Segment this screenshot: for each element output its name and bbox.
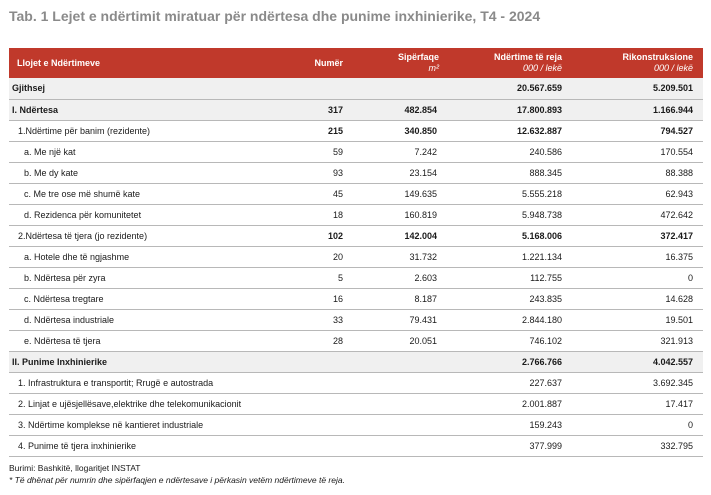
row-area: 2.603 bbox=[355, 267, 449, 288]
row-label: d. Rezidenca për komunitetet bbox=[9, 204, 285, 225]
row-area: 23.154 bbox=[355, 162, 449, 183]
row-area: 340.850 bbox=[355, 120, 449, 141]
row-reconstruction: 19.501 bbox=[572, 309, 703, 330]
row-area bbox=[355, 435, 449, 456]
row-reconstruction: 794.527 bbox=[572, 120, 703, 141]
row-label: e. Ndërtesa të tjera bbox=[9, 330, 285, 351]
row-new-construction: 17.800.893 bbox=[449, 99, 572, 120]
row-new-construction: 2.766.766 bbox=[449, 351, 572, 372]
row-label: 1. Infrastruktura e transportit; Rrugë e autostrada bbox=[9, 372, 285, 393]
row-number: 5 bbox=[285, 267, 355, 288]
row-reconstruction: 5.209.501 bbox=[572, 78, 703, 99]
row-label: c. Me tre ose më shumë kate bbox=[9, 183, 285, 204]
header-number: Numër bbox=[314, 58, 343, 68]
row-new-construction: 227.637 bbox=[449, 372, 572, 393]
source-note: Burimi: Bashkitë, llogaritjet INSTAT bbox=[9, 463, 141, 473]
row-number: 59 bbox=[285, 141, 355, 162]
row-area: 160.819 bbox=[355, 204, 449, 225]
table-row-item bbox=[9, 162, 703, 183]
table-notes bbox=[9, 462, 345, 486]
row-label: II. Punime Inxhinierike bbox=[9, 351, 285, 372]
table-row-infra bbox=[9, 414, 703, 435]
table-row-item bbox=[9, 309, 703, 330]
row-number bbox=[285, 78, 355, 99]
header-construction-type: Llojet e Ndërtimeve bbox=[17, 58, 101, 68]
header-area bbox=[355, 48, 449, 78]
row-area bbox=[355, 351, 449, 372]
row-new-construction: 112.755 bbox=[449, 267, 572, 288]
table-row-total bbox=[9, 78, 703, 99]
row-area: 142.004 bbox=[355, 225, 449, 246]
row-reconstruction: 170.554 bbox=[572, 141, 703, 162]
table-row-infra bbox=[9, 372, 703, 393]
row-new-construction: 2.001.887 bbox=[449, 393, 572, 414]
table-title: Tab. 1 Lejet e ndërtimit miratuar për ndërtesa dhe punime inxhinierike, T4 - 2024 bbox=[9, 8, 541, 24]
row-number: 45 bbox=[285, 183, 355, 204]
row-area bbox=[355, 414, 449, 435]
row-new-construction: 1.221.134 bbox=[449, 246, 572, 267]
row-new-construction: 159.243 bbox=[449, 414, 572, 435]
row-number: 20 bbox=[285, 246, 355, 267]
table-body bbox=[9, 78, 703, 456]
table-row-section bbox=[9, 99, 703, 120]
row-new-construction: 2.844.180 bbox=[449, 309, 572, 330]
table-row-item bbox=[9, 330, 703, 351]
row-reconstruction: 62.943 bbox=[572, 183, 703, 204]
row-area: 149.635 bbox=[355, 183, 449, 204]
row-label: 3. Ndërtime komplekse në kantieret industriale bbox=[9, 414, 285, 435]
row-reconstruction: 372.417 bbox=[572, 225, 703, 246]
construction-permits-table bbox=[9, 48, 703, 457]
row-new-construction: 12.632.887 bbox=[449, 120, 572, 141]
row-label: a. Hotele dhe të ngjashme bbox=[9, 246, 285, 267]
row-reconstruction: 3.692.345 bbox=[572, 372, 703, 393]
row-label: c. Ndërtesa tregtare bbox=[9, 288, 285, 309]
row-reconstruction: 321.913 bbox=[572, 330, 703, 351]
row-reconstruction: 4.042.557 bbox=[572, 351, 703, 372]
row-new-construction: 240.586 bbox=[449, 141, 572, 162]
table-header-row bbox=[9, 48, 703, 78]
row-label: 1.Ndërtime për banim (rezidente) bbox=[9, 120, 285, 141]
row-number bbox=[285, 414, 355, 435]
table-row-item bbox=[9, 141, 703, 162]
row-new-construction: 243.835 bbox=[449, 288, 572, 309]
row-area: 7.242 bbox=[355, 141, 449, 162]
row-number: 28 bbox=[285, 330, 355, 351]
table-row-infra bbox=[9, 393, 703, 414]
row-number: 33 bbox=[285, 309, 355, 330]
row-reconstruction: 472.642 bbox=[572, 204, 703, 225]
header-new-construction bbox=[449, 48, 572, 78]
row-reconstruction: 332.795 bbox=[572, 435, 703, 456]
row-area bbox=[355, 78, 449, 99]
row-new-construction: 377.999 bbox=[449, 435, 572, 456]
row-reconstruction: 17.417 bbox=[572, 393, 703, 414]
row-area: 8.187 bbox=[355, 288, 449, 309]
table-row-item bbox=[9, 183, 703, 204]
row-area: 20.051 bbox=[355, 330, 449, 351]
row-area: 482.854 bbox=[355, 99, 449, 120]
row-reconstruction: 14.628 bbox=[572, 288, 703, 309]
row-number bbox=[285, 351, 355, 372]
table-row-infra bbox=[9, 435, 703, 456]
row-label: 2.Ndërtesa të tjera (jo rezidente) bbox=[9, 225, 285, 246]
table-row-item bbox=[9, 246, 703, 267]
row-number: 215 bbox=[285, 120, 355, 141]
row-label: b. Me dy kate bbox=[9, 162, 285, 183]
row-number: 93 bbox=[285, 162, 355, 183]
row-number: 102 bbox=[285, 225, 355, 246]
row-label: 2. Linjat e ujësjellësave,elektrike dhe telekomunikacionit bbox=[9, 393, 285, 414]
table-row-item bbox=[9, 267, 703, 288]
table-row-subsection bbox=[9, 225, 703, 246]
row-area: 31.732 bbox=[355, 246, 449, 267]
header-new-construction-unit: 000 / lekë bbox=[522, 63, 562, 73]
table-row-item bbox=[9, 288, 703, 309]
row-reconstruction: 0 bbox=[572, 267, 703, 288]
row-number: 16 bbox=[285, 288, 355, 309]
row-reconstruction: 0 bbox=[572, 414, 703, 435]
row-label: 4. Punime të tjera inxhinierike bbox=[9, 435, 285, 456]
row-label: b. Ndërtesa për zyra bbox=[9, 267, 285, 288]
footnote: * Të dhënat për numrin dhe sipërfaqjen e ndërtesave i përkasin vetëm ndërtimeve të reja. bbox=[9, 475, 345, 485]
row-new-construction: 20.567.659 bbox=[449, 78, 572, 99]
row-number: 317 bbox=[285, 99, 355, 120]
header-new-construction-label: Ndërtime të reja bbox=[493, 52, 562, 62]
row-reconstruction: 88.388 bbox=[572, 162, 703, 183]
row-label: a. Me një kat bbox=[9, 141, 285, 162]
row-number bbox=[285, 393, 355, 414]
row-area: 79.431 bbox=[355, 309, 449, 330]
row-new-construction: 746.102 bbox=[449, 330, 572, 351]
row-new-construction: 5.555.218 bbox=[449, 183, 572, 204]
row-new-construction: 5.948.738 bbox=[449, 204, 572, 225]
table-row-section bbox=[9, 351, 703, 372]
header-reconstruction-unit: 000 / lekë bbox=[653, 63, 693, 73]
header-reconstruction-label: Rikonstruksione bbox=[622, 52, 693, 62]
row-new-construction: 888.345 bbox=[449, 162, 572, 183]
row-number bbox=[285, 435, 355, 456]
row-label: d. Ndërtesa industriale bbox=[9, 309, 285, 330]
row-new-construction: 5.168.006 bbox=[449, 225, 572, 246]
row-number: 18 bbox=[285, 204, 355, 225]
row-label: I. Ndërtesa bbox=[9, 99, 285, 120]
row-area bbox=[355, 372, 449, 393]
header-area-unit: m² bbox=[428, 63, 439, 73]
row-reconstruction: 1.166.944 bbox=[572, 99, 703, 120]
row-area bbox=[355, 393, 449, 414]
table-row-item bbox=[9, 204, 703, 225]
table-row-subsection bbox=[9, 120, 703, 141]
row-number bbox=[285, 372, 355, 393]
header-area-label: Sipërfaqe bbox=[397, 52, 439, 62]
row-label: Gjithsej bbox=[9, 78, 285, 99]
row-reconstruction: 16.375 bbox=[572, 246, 703, 267]
header-reconstruction bbox=[572, 48, 703, 78]
